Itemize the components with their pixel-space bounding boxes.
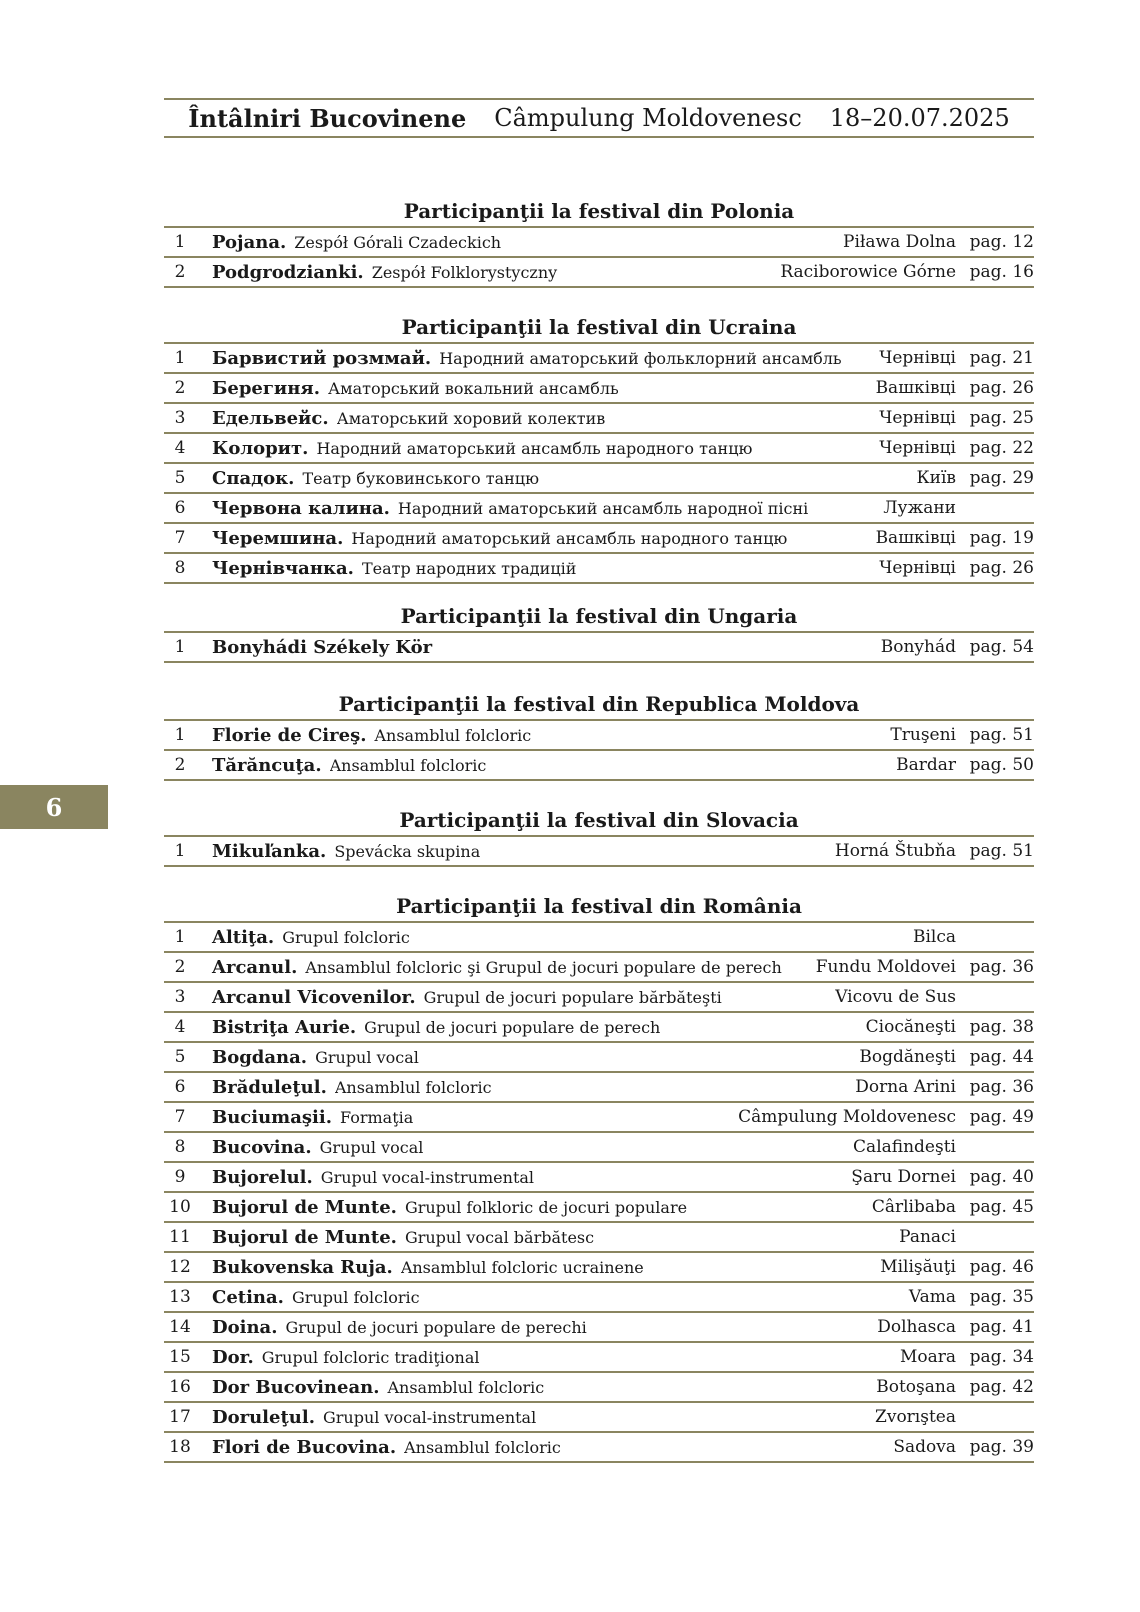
- row-number: 10: [169, 1197, 191, 1217]
- ensemble-name: Podgrodzianki.: [212, 261, 364, 283]
- page-reference: pag. 21: [969, 348, 1034, 368]
- ensemble-name: Dor.: [212, 1346, 254, 1368]
- participant-row: [164, 1373, 1034, 1403]
- ensemble-description: Zespół Górali Czadeckich: [294, 232, 502, 252]
- ensemble-name: Bukovenska Ruja.: [212, 1256, 393, 1278]
- ensemble-location: Dolhasca: [877, 1317, 956, 1337]
- ensemble-description: Народний аматорський ансамбль народного танцю: [316, 438, 753, 458]
- row-number: 1: [174, 725, 186, 745]
- ensemble-location: Ciocăneşti: [865, 1017, 956, 1037]
- page-number: 6: [45, 792, 63, 822]
- participant-row: [164, 494, 1034, 524]
- ensemble-description: Ansamblul folcloric ucrainene: [400, 1257, 644, 1277]
- row-number: 12: [169, 1257, 191, 1277]
- ensemble-name: Tărăncuţa.: [212, 754, 322, 776]
- ensemble-description: Ansamblul folcloric: [334, 1077, 492, 1097]
- ensemble-description: Народний аматорський ансамбль народної пісні: [397, 498, 809, 518]
- ensemble-description: Grupul folcloric: [282, 927, 410, 947]
- row-number: 4: [174, 438, 186, 458]
- ensemble-location: Fundu Moldovei: [815, 957, 956, 977]
- row-number: 6: [174, 1077, 186, 1097]
- ensemble-description: Grupul folcloric tradiţional: [261, 1347, 480, 1367]
- ensemble-description: Народний аматорський фольклорний ансамбль: [439, 348, 842, 368]
- row-number: 2: [174, 378, 186, 398]
- ensemble-name: Спадок.: [212, 467, 295, 489]
- ensemble-description: Zespół Folklorystyczny: [371, 262, 558, 282]
- ensemble-name: Flori de Bucovina.: [212, 1436, 397, 1458]
- row-number: 7: [174, 1107, 186, 1127]
- ensemble-location: Panaci: [899, 1227, 956, 1247]
- ensemble-name: Берегиня.: [212, 377, 320, 399]
- page-reference: pag. 36: [969, 957, 1034, 977]
- ensemble-location: Zvorıştea: [875, 1407, 956, 1427]
- ensemble-name: Червона калина.: [212, 497, 390, 519]
- publication-place: Câmpulung Moldovenesc: [494, 104, 802, 132]
- participant-row: [164, 953, 1034, 983]
- participant-row: [164, 633, 1034, 663]
- participant-row: [164, 1433, 1034, 1463]
- ensemble-location: Чернівці: [879, 408, 956, 428]
- ensemble-location: Vama: [908, 1287, 956, 1307]
- row-number: 8: [174, 1137, 186, 1157]
- row-number: 6: [174, 498, 186, 518]
- ensemble-location: Bogdăneşti: [859, 1047, 956, 1067]
- ensemble-name: Bogdana.: [212, 1046, 308, 1068]
- ensemble-name: Едельвейс.: [212, 407, 329, 429]
- participant-row: [164, 1283, 1034, 1313]
- page-reference: pag. 46: [969, 1257, 1034, 1277]
- ensemble-description: Grupul vocal: [315, 1047, 419, 1067]
- ensemble-description: Grupul folkloric de jocuri populare: [404, 1197, 688, 1217]
- ensemble-description: Народний аматорський ансамбль народного танцю: [351, 528, 788, 548]
- participant-row: [164, 923, 1034, 953]
- ensemble-name: Florie de Cireş.: [212, 724, 367, 746]
- participant-row: [164, 344, 1034, 374]
- ensemble-name: Барвистий розммай.: [212, 347, 432, 369]
- ensemble-location: Horná Štubňa: [834, 841, 956, 861]
- ensemble-description: Театр народних традицій: [361, 558, 577, 578]
- page-reference: pag. 54: [969, 637, 1034, 657]
- ensemble-description: Spevácka skupina: [334, 841, 481, 861]
- row-number: 5: [174, 1047, 186, 1067]
- page-reference: pag. 25: [969, 408, 1034, 428]
- participant-row: [164, 1043, 1034, 1073]
- participant-row: [164, 1013, 1034, 1043]
- participants-section: [164, 196, 1034, 288]
- ensemble-description: Аматорський вокальний ансамбль: [328, 378, 619, 398]
- row-number: 2: [174, 755, 186, 775]
- ensemble-description: Grupul vocal: [319, 1137, 424, 1157]
- ensemble-location: Vicovu de Sus: [835, 987, 956, 1007]
- ensemble-location: Вашківці: [875, 378, 956, 398]
- section-title: Participanţii la festival din România: [164, 891, 1034, 923]
- page-reference: pag. 42: [969, 1377, 1034, 1397]
- page-reference: pag. 41: [969, 1317, 1034, 1337]
- ensemble-location: Truşeni: [890, 725, 956, 745]
- section-title: Participanţii la festival din Slovacia: [164, 805, 1034, 837]
- participants-section: [164, 805, 1034, 867]
- row-number: 1: [174, 841, 186, 861]
- participant-row: [164, 228, 1034, 258]
- page-reference: pag. 26: [969, 378, 1034, 398]
- ensemble-location: Calafindeşti: [853, 1137, 956, 1157]
- ensemble-description: Grupul folcloric: [291, 1287, 420, 1307]
- participant-row: [164, 434, 1034, 464]
- ensemble-location: Şaru Dornei: [851, 1167, 956, 1187]
- publication-title: Întâlniri Bucovinene: [188, 103, 467, 133]
- ensemble-location: Чернівці: [879, 438, 956, 458]
- page-reference: pag. 39: [969, 1437, 1034, 1457]
- ensemble-description: Grupul de jocuri populare de perech: [364, 1017, 661, 1037]
- page-reference: pag. 51: [969, 841, 1034, 861]
- ensemble-location: Sadova: [893, 1437, 956, 1457]
- ensemble-location: Dorna Arini: [855, 1077, 956, 1097]
- page-reference: pag. 38: [969, 1017, 1034, 1037]
- ensemble-description: Ansamblul folcloric şi Grupul de jocuri populare de perech: [305, 957, 782, 977]
- page-reference: pag. 16: [969, 262, 1034, 282]
- participant-row: [164, 1073, 1034, 1103]
- ensemble-description: Театр буковинського танцю: [302, 468, 539, 488]
- page-reference: pag. 45: [969, 1197, 1034, 1217]
- participant-row: [164, 1193, 1034, 1223]
- participant-row: [164, 1163, 1034, 1193]
- row-number: 8: [174, 558, 186, 578]
- ensemble-location: Bardar: [896, 755, 956, 775]
- row-number: 3: [174, 987, 186, 1007]
- ensemble-name: Cetina.: [212, 1286, 284, 1308]
- row-number: 1: [174, 637, 186, 657]
- ensemble-name: Pojana.: [212, 231, 287, 253]
- row-number: 1: [174, 927, 186, 947]
- participant-row: [164, 1103, 1034, 1133]
- ensemble-location: Bonyhád: [880, 637, 956, 657]
- participant-row: [164, 721, 1034, 751]
- participant-row: [164, 1343, 1034, 1373]
- row-number: 9: [174, 1167, 186, 1187]
- row-number: 16: [169, 1377, 191, 1397]
- ensemble-location: Botoşana: [876, 1377, 956, 1397]
- ensemble-name: Bistriţa Aurie.: [212, 1016, 357, 1038]
- ensemble-description: Ansamblul folcloric: [329, 755, 487, 775]
- ensemble-description: Аматорський хоровий колектив: [336, 408, 606, 428]
- row-number: 15: [169, 1347, 191, 1367]
- ensemble-name: Bujorul de Munte.: [212, 1196, 397, 1218]
- ensemble-name: Buciumaşii.: [212, 1106, 332, 1128]
- ensemble-name: Bonyhádi Székely Kör: [212, 636, 433, 658]
- row-number: 17: [169, 1407, 191, 1427]
- ensemble-description: Grupul de jocuri populare bărbăteşti: [423, 987, 722, 1007]
- participant-row: [164, 983, 1034, 1013]
- row-number: 11: [169, 1227, 191, 1247]
- ensemble-location: Bilca: [912, 927, 956, 947]
- participant-row: [164, 1223, 1034, 1253]
- row-number: 5: [174, 468, 186, 488]
- page-reference: pag. 50: [969, 755, 1034, 775]
- ensemble-location: Чернівці: [879, 348, 956, 368]
- page-reference: pag. 40: [969, 1167, 1034, 1187]
- ensemble-location: Чернівці: [879, 558, 956, 578]
- participants-section: [164, 312, 1034, 584]
- ensemble-description: Ansamblul folcloric: [374, 725, 532, 745]
- participant-row: [164, 1403, 1034, 1433]
- page-reference: pag. 35: [969, 1287, 1034, 1307]
- participant-row: [164, 404, 1034, 434]
- page-reference: pag. 34: [969, 1347, 1034, 1367]
- ensemble-location: Київ: [916, 468, 956, 488]
- page-reference: pag. 51: [969, 725, 1034, 745]
- ensemble-location: Milişăuţi: [880, 1257, 956, 1277]
- ensemble-description: Grupul vocal-instrumental: [320, 1167, 535, 1187]
- ensemble-description: Ansamblul folcloric: [387, 1377, 545, 1397]
- row-number: 3: [174, 408, 186, 428]
- ensemble-location: Piława Dolna: [843, 232, 956, 252]
- ensemble-name: Bujorelul.: [212, 1166, 313, 1188]
- participant-row: [164, 524, 1034, 554]
- ensemble-name: Doruleţul.: [212, 1406, 315, 1428]
- ensemble-name: Bucovina.: [212, 1136, 312, 1158]
- row-number: 18: [169, 1437, 191, 1457]
- ensemble-name: Arcanul Vicovenilor.: [212, 986, 416, 1008]
- participant-row: [164, 1313, 1034, 1343]
- ensemble-name: Bujorul de Munte.: [212, 1226, 397, 1248]
- ensemble-name: Arcanul.: [212, 956, 298, 978]
- participant-row: [164, 258, 1034, 288]
- participant-row: [164, 751, 1034, 781]
- ensemble-location: Câmpulung Moldovenesc: [738, 1107, 956, 1127]
- row-number: 1: [174, 232, 186, 252]
- ensemble-name: Altiţa.: [212, 926, 275, 948]
- row-number: 7: [174, 528, 186, 548]
- row-number: 1: [174, 348, 186, 368]
- ensemble-name: Dor Bucovinean.: [212, 1376, 380, 1398]
- ensemble-location: Cârlibaba: [871, 1197, 956, 1217]
- row-number: 14: [169, 1317, 191, 1337]
- page-header: [164, 98, 1034, 138]
- ensemble-description: Ansamblul folcloric: [404, 1437, 561, 1457]
- page-reference: pag. 22: [969, 438, 1034, 458]
- page-reference: pag. 29: [969, 468, 1034, 488]
- ensemble-name: Черемшина.: [212, 527, 344, 549]
- ensemble-name: Колорит.: [212, 437, 309, 459]
- participant-row: [164, 464, 1034, 494]
- participant-row: [164, 1253, 1034, 1283]
- ensemble-location: Вашківці: [875, 528, 956, 548]
- ensemble-name: Чернівчанка.: [212, 557, 354, 579]
- ensemble-description: Grupul vocal bărbătesc: [404, 1227, 595, 1247]
- ensemble-description: Formaţia: [339, 1107, 414, 1127]
- row-number: 2: [174, 957, 186, 977]
- section-title: Participanţii la festival din Ungaria: [164, 601, 1034, 633]
- participants-section: [164, 891, 1034, 1463]
- ensemble-location: Raciborowice Górne: [780, 262, 956, 282]
- ensemble-description: Grupul vocal-instrumental: [322, 1407, 537, 1427]
- page-reference: pag. 12: [969, 232, 1034, 252]
- participant-row: [164, 837, 1034, 867]
- participants-section: [164, 601, 1034, 663]
- row-number: 2: [174, 262, 186, 282]
- row-number: 4: [174, 1017, 186, 1037]
- section-title: Participanţii la festival din Polonia: [164, 196, 1034, 228]
- page-reference: pag. 36: [969, 1077, 1034, 1097]
- ensemble-name: Doina.: [212, 1316, 278, 1338]
- participant-row: [164, 554, 1034, 584]
- ensemble-location: Лужани: [883, 498, 956, 518]
- ensemble-name: Brăduleţul.: [212, 1076, 327, 1098]
- section-title: Participanţii la festival din Ucraina: [164, 312, 1034, 344]
- page-number-tab: [0, 785, 108, 829]
- publication-dates: 18–20.07.2025: [829, 104, 1010, 132]
- ensemble-name: Mikuľanka.: [212, 840, 327, 862]
- ensemble-description: Grupul de jocuri populare de perechi: [285, 1317, 587, 1337]
- section-title: Participanţii la festival din Republica Moldova: [164, 689, 1034, 721]
- page-reference: pag. 26: [969, 558, 1034, 578]
- participant-row: [164, 1133, 1034, 1163]
- row-number: 13: [169, 1287, 191, 1307]
- page-reference: pag. 44: [969, 1047, 1034, 1067]
- page-reference: pag. 19: [969, 528, 1034, 548]
- participants-section: [164, 689, 1034, 781]
- participant-row: [164, 374, 1034, 404]
- ensemble-location: Moara: [899, 1347, 956, 1367]
- page-reference: pag. 49: [969, 1107, 1034, 1127]
